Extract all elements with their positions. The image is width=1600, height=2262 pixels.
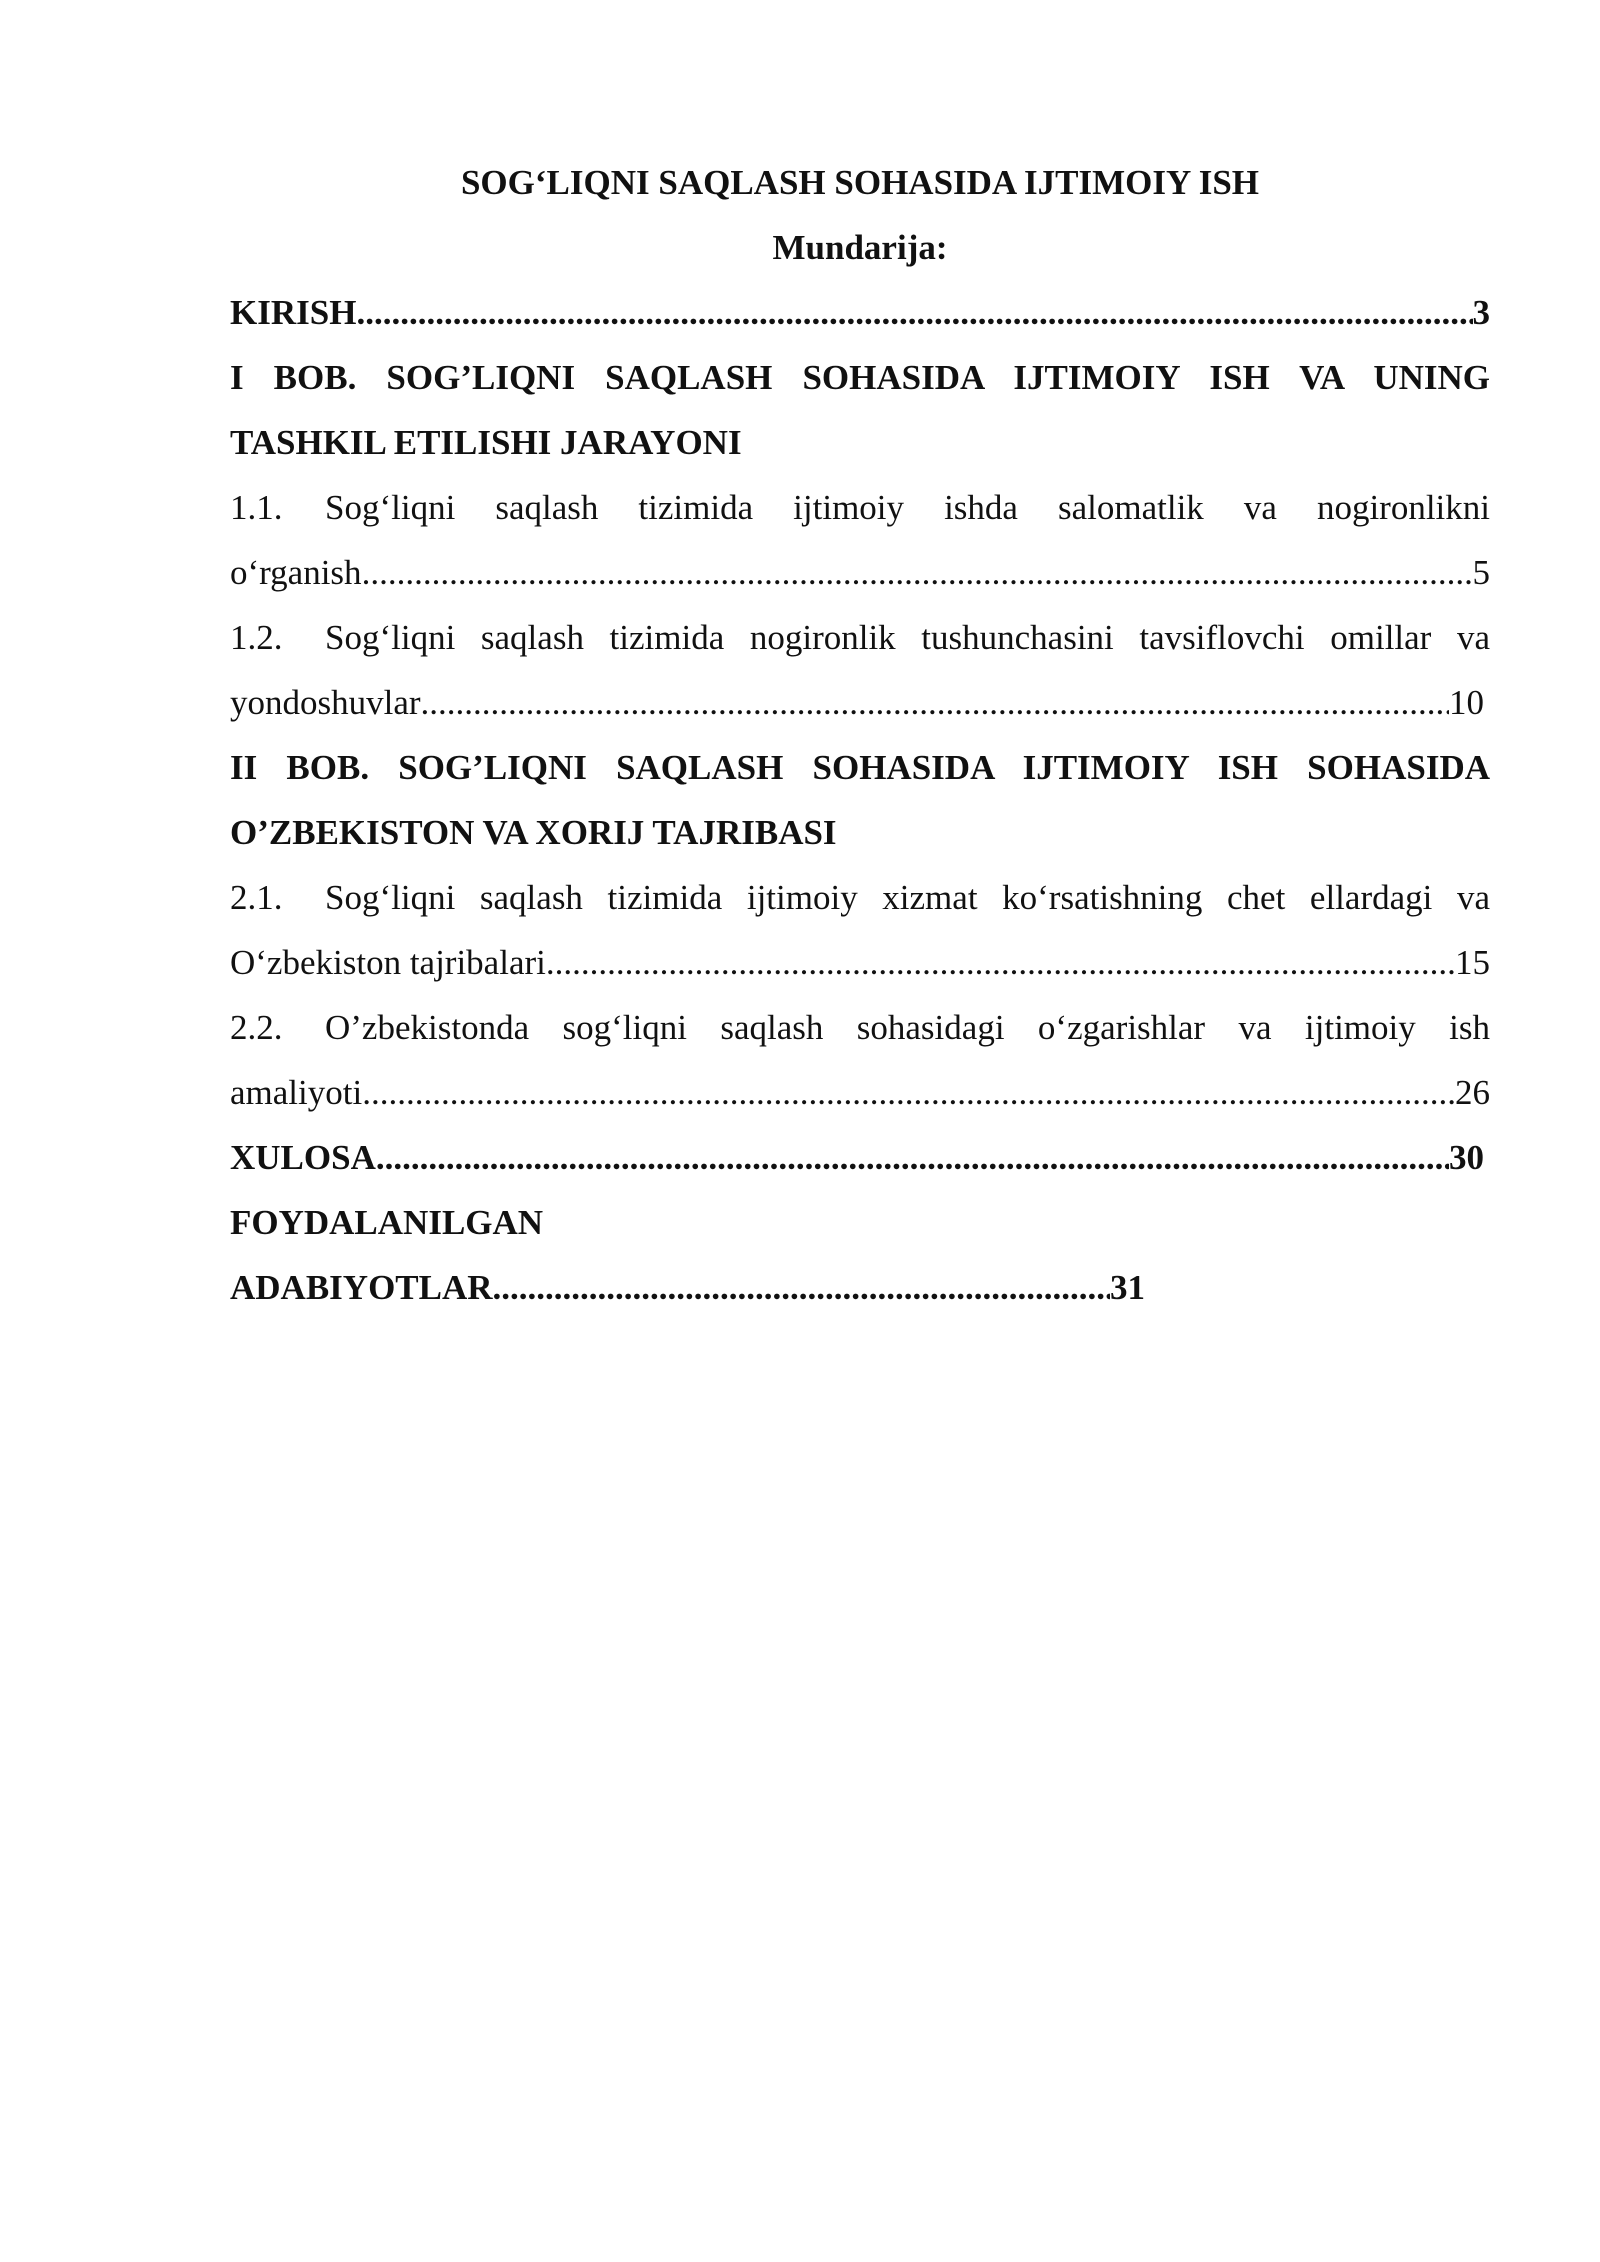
section-title: Sog‘liqni saqlash tizimida ijtimoiy xizmat ko‘rsatishning chet ellardagi va	[325, 878, 1490, 917]
toc-section-2-1-line2	[230, 930, 1490, 995]
toc-page-number: 15	[1455, 943, 1490, 982]
toc-entry-text: KIRISH	[230, 293, 357, 332]
toc-heading: Mundarija:	[772, 228, 948, 267]
toc-page-number: 26	[1455, 1073, 1490, 1112]
toc-section-2-1-line1	[230, 865, 1490, 930]
dot-leader	[356, 280, 1472, 345]
toc-section-1-1-line1	[230, 475, 1490, 540]
dot-leader	[546, 930, 1455, 995]
toc-section-1-2-line2	[230, 670, 1490, 735]
toc-page-number: 30	[1449, 1138, 1484, 1177]
section-title-continued: yondoshuvlar	[230, 683, 421, 722]
toc-section-1-2-line1	[230, 605, 1490, 670]
toc-entry-text: ADABIYOTLAR	[230, 1268, 493, 1307]
toc-section-2-2-line2	[230, 1060, 1490, 1125]
document-page	[230, 150, 1490, 1320]
dot-leader	[362, 1060, 1455, 1125]
table-of-contents	[230, 280, 1490, 1320]
section-title: Sog‘liqni saqlash tizimida ijtimoiy ishda salomatlik va nogironlikni	[325, 488, 1490, 527]
section-title-continued: O‘zbekiston tajribalari	[230, 943, 546, 982]
dot-leader	[493, 1255, 1110, 1320]
toc-chapter-1-line2: TASHKIL ETILISHI JARAYONI	[230, 423, 742, 462]
section-number: 1.2.	[230, 618, 283, 657]
toc-entry-adabiyotlar-line2	[230, 1255, 1145, 1320]
toc-chapter-2-line1: II BOB. SOG’LIQNI SAQLASH SOHASIDA IJTIMOIY ISH SOHASIDA	[230, 748, 1490, 787]
toc-entry-kirish	[230, 280, 1490, 345]
toc-chapter-2-line2: O’ZBEKISTON VA XORIJ TAJRIBASI	[230, 813, 837, 852]
dot-leader	[421, 670, 1449, 735]
toc-page-number: 31	[1110, 1268, 1145, 1307]
toc-entry-text: XULOSA	[230, 1138, 376, 1177]
section-number: 1.1.	[230, 488, 283, 527]
section-number: 2.1.	[230, 878, 283, 917]
dot-leader	[362, 540, 1473, 605]
toc-section-1-1-line2	[230, 540, 1490, 605]
section-title-continued: amaliyoti	[230, 1073, 363, 1112]
toc-page-number: 3	[1472, 293, 1490, 332]
dot-leader	[376, 1125, 1449, 1190]
toc-chapter-1-line1: I BOB. SOG’LIQNI SAQLASH SOHASIDA IJTIMOIY ISH VA UNING	[230, 358, 1490, 397]
toc-section-2-2-line1	[230, 995, 1490, 1060]
section-number: 2.2.	[230, 1008, 283, 1047]
section-title: Sog‘liqni saqlash tizimida nogironlik tushunchasini tavsiflovchi omillar va	[325, 618, 1490, 657]
toc-entry-xulosa	[230, 1125, 1490, 1190]
toc-entry-adabiyotlar-line1: FOYDALANILGAN	[230, 1203, 544, 1242]
section-title: O’zbekistonda sog‘liqni saqlash sohasidagi o‘zgarishlar va ijtimoiy ish	[325, 1008, 1490, 1047]
toc-page-number: 10	[1449, 683, 1484, 722]
toc-page-number: 5	[1472, 553, 1490, 592]
section-title-continued: o‘rganish	[230, 553, 362, 592]
document-title: SOG‘LIQNI SAQLASH SOHASIDA IJTIMOIY ISH	[460, 163, 1260, 202]
